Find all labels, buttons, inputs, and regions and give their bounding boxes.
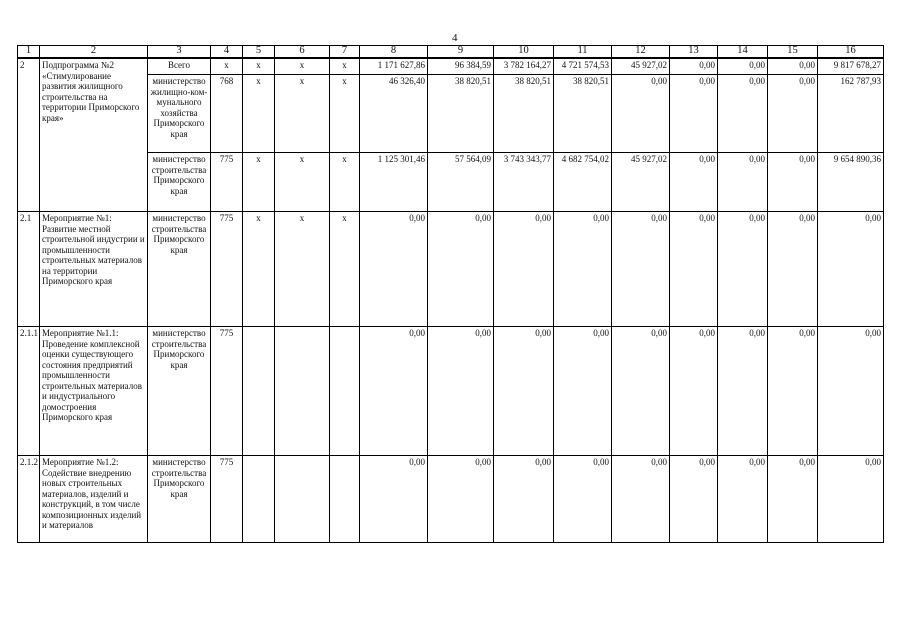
row-title: Мероприятие №1.2: Содействие внедрению новых строительных материалов, изделий и конструкций, в том числе композиционных изделий и материалов: [40, 456, 148, 543]
value-cell: 0,00: [612, 75, 670, 153]
header-cell: 12: [612, 46, 670, 59]
table-row: [18, 75, 884, 153]
cell: 775: [211, 456, 243, 543]
value-cell: 45 927,02: [612, 58, 670, 75]
value-cell: 0,00: [428, 456, 494, 543]
value-cell: 162 787,93: [818, 75, 884, 153]
value-cell: 0,00: [670, 456, 718, 543]
value-cell: 0,00: [554, 456, 612, 543]
value-cell: 0,00: [612, 327, 670, 456]
row-code: 2.1.1: [18, 327, 40, 456]
executor-cell: министерство жилищно-ком-мунального хозяйства Приморского края: [148, 75, 211, 153]
value-cell: 0,00: [818, 327, 884, 456]
value-cell: 0,00: [768, 212, 818, 327]
header-cell: 10: [494, 46, 554, 59]
value-cell: 38 820,51: [494, 75, 554, 153]
cell: х: [330, 75, 360, 153]
cell: 775: [211, 153, 243, 212]
header-cell: 15: [768, 46, 818, 59]
table-row: [18, 456, 884, 543]
value-cell: 0,00: [718, 153, 768, 212]
value-cell: 0,00: [612, 456, 670, 543]
cell: х: [211, 58, 243, 75]
value-cell: 46 326,40: [360, 75, 428, 153]
value-cell: 45 927,02: [612, 153, 670, 212]
value-cell: 0,00: [670, 212, 718, 327]
cell: х: [330, 212, 360, 327]
budget-table: [17, 45, 884, 543]
table-row: [18, 327, 884, 456]
executor-cell: министерство строительства Приморского края: [148, 456, 211, 543]
row-title: Подпрограмма №2 «Стимулирование развития жилищного строительства на территории Приморского края»: [40, 58, 148, 212]
value-cell: 0,00: [718, 456, 768, 543]
cell: [243, 327, 275, 456]
value-cell: 0,00: [768, 153, 818, 212]
value-cell: 0,00: [428, 327, 494, 456]
value-cell: 0,00: [494, 212, 554, 327]
value-cell: 96 384,59: [428, 58, 494, 75]
value-cell: 0,00: [360, 212, 428, 327]
row-code: 2: [18, 58, 40, 212]
cell: [243, 456, 275, 543]
header-cell: 2: [40, 46, 148, 59]
cell: х: [275, 153, 330, 212]
value-cell: 38 820,51: [428, 75, 494, 153]
header-cell: 11: [554, 46, 612, 59]
row-title: Мероприятие №1: Развитие местной строительной индустрии и промышленности строительных материалов на территории Приморского края: [40, 212, 148, 327]
cell: х: [275, 212, 330, 327]
header-cell: 13: [670, 46, 718, 59]
header-row: [18, 46, 884, 59]
header-cell: 8: [360, 46, 428, 59]
value-cell: 0,00: [360, 327, 428, 456]
cell: [330, 327, 360, 456]
cell: [275, 456, 330, 543]
header-cell: 6: [275, 46, 330, 59]
table-row: [18, 58, 884, 75]
header-cell: 1: [18, 46, 40, 59]
table-row: [18, 212, 884, 327]
executor-cell: министерство строительства Приморского края: [148, 327, 211, 456]
cell: 775: [211, 327, 243, 456]
page-number: 4: [452, 32, 458, 44]
cell: х: [330, 153, 360, 212]
value-cell: 4 721 574,53: [554, 58, 612, 75]
value-cell: 0,00: [670, 153, 718, 212]
cell: [330, 456, 360, 543]
cell: 775: [211, 212, 243, 327]
value-cell: 0,00: [360, 456, 428, 543]
cell: х: [243, 153, 275, 212]
cell: х: [330, 58, 360, 75]
value-cell: 0,00: [670, 58, 718, 75]
executor-cell: Всего: [148, 58, 211, 75]
value-cell: 1 125 301,46: [360, 153, 428, 212]
cell: х: [243, 212, 275, 327]
header-cell: 9: [428, 46, 494, 59]
value-cell: 0,00: [494, 327, 554, 456]
value-cell: 0,00: [428, 212, 494, 327]
header-cell: 14: [718, 46, 768, 59]
cell: х: [275, 75, 330, 153]
header-cell: 5: [243, 46, 275, 59]
value-cell: 3 743 343,77: [494, 153, 554, 212]
value-cell: 3 782 164,27: [494, 58, 554, 75]
value-cell: 0,00: [718, 212, 768, 327]
value-cell: 0,00: [494, 456, 554, 543]
value-cell: 0,00: [718, 58, 768, 75]
value-cell: 9 654 890,36: [818, 153, 884, 212]
value-cell: 0,00: [818, 212, 884, 327]
value-cell: 0,00: [670, 75, 718, 153]
cell: [275, 327, 330, 456]
cell: х: [243, 75, 275, 153]
value-cell: 38 820,51: [554, 75, 612, 153]
value-cell: 0,00: [818, 456, 884, 543]
row-code: 2.1: [18, 212, 40, 327]
value-cell: 9 817 678,27: [818, 58, 884, 75]
cell: х: [243, 58, 275, 75]
value-cell: 0,00: [554, 327, 612, 456]
header-cell: 7: [330, 46, 360, 59]
row-code: 2.1.2: [18, 456, 40, 543]
value-cell: 0,00: [718, 75, 768, 153]
value-cell: 0,00: [768, 327, 818, 456]
value-cell: 0,00: [612, 212, 670, 327]
row-title: Мероприятие №1.1: Проведение комплексной оценки существующего состояния предприятий промышленности строительных материалов и индустриального домостроения Приморского края: [40, 327, 148, 456]
cell: х: [275, 58, 330, 75]
header-cell: 3: [148, 46, 211, 59]
value-cell: 0,00: [718, 327, 768, 456]
value-cell: 0,00: [554, 212, 612, 327]
value-cell: 0,00: [670, 327, 718, 456]
header-cell: 16: [818, 46, 884, 59]
value-cell: 0,00: [768, 58, 818, 75]
value-cell: 57 564,09: [428, 153, 494, 212]
executor-cell: министерство строительства Приморского края: [148, 153, 211, 212]
value-cell: 1 171 627,86: [360, 58, 428, 75]
header-cell: 4: [211, 46, 243, 59]
value-cell: 0,00: [768, 456, 818, 543]
executor-cell: министерство строительства Приморского края: [148, 212, 211, 327]
cell: 768: [211, 75, 243, 153]
value-cell: 0,00: [768, 75, 818, 153]
table-row: [18, 153, 884, 212]
value-cell: 4 682 754,02: [554, 153, 612, 212]
